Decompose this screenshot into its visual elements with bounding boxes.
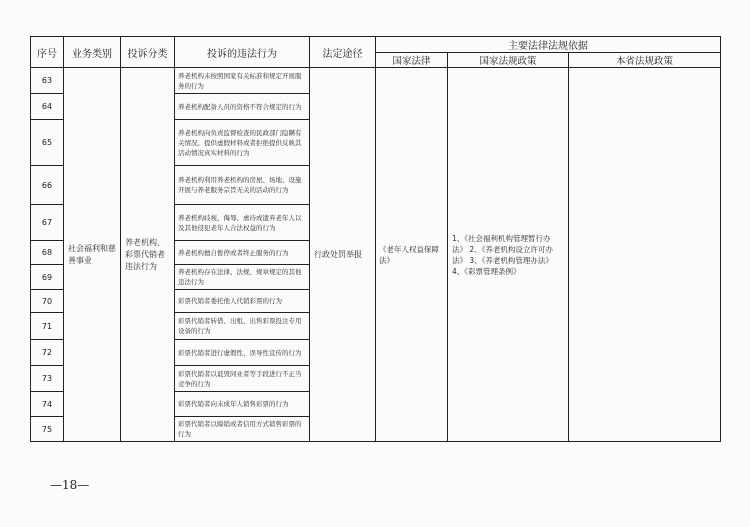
violation-cell: 养老机构存在法律、法规、规章规定的其他违法行为 <box>175 265 310 290</box>
row-number: 70 <box>31 290 64 313</box>
header-channel: 法定途径 <box>310 37 376 68</box>
row-number: 71 <box>31 313 64 340</box>
violation-cell: 彩票代销者以诋毁同业者等手段进行不正当竞争的行为 <box>175 366 310 392</box>
header-basis: 主要法律法规依据 <box>376 37 721 53</box>
row-number: 75 <box>31 417 64 442</box>
row-number: 68 <box>31 241 64 265</box>
violation-cell: 彩票代销者以赊销或者信用方式销售彩票的行为 <box>175 417 310 442</box>
business-type-cell: 社会福利和慈善事业 <box>64 68 121 442</box>
row-number: 69 <box>31 265 64 290</box>
violation-cell: 彩票代销者进行虚假性、误导性宣传的行为 <box>175 340 310 366</box>
row-number: 66 <box>31 166 64 205</box>
complaint-type-cell: 养老机构、彩票代销者违法行为 <box>121 68 175 442</box>
regulation-table <box>30 36 721 442</box>
violation-cell: 养老机构歧视、侮辱、虐待或遗弃老年人以及其他侵犯老年人合法权益的行为 <box>175 205 310 241</box>
violation-cell: 彩票代销者向未成年人销售彩票的行为 <box>175 392 310 417</box>
national-reg-cell: 1、《社会福利机构管理暂行办法》 2、《养老机构设立许可办法》 3、《养老机构管理办法》4、《彩票管理条例》 <box>448 68 569 442</box>
row-number: 74 <box>31 392 64 417</box>
violation-cell: 养老机构利用养老机构的房屋、场地、设施开展与养老服务宗旨无关的活动的行为 <box>175 166 310 205</box>
header-national-law: 国家法律 <box>376 53 448 68</box>
row-number: 63 <box>31 68 64 94</box>
provincial-reg-cell <box>569 68 721 442</box>
header-seq: 序号 <box>31 37 64 68</box>
row-number: 65 <box>31 120 64 166</box>
row-number: 64 <box>31 94 64 120</box>
violation-cell: 养老机构未按照国家有关标准和规定开展服务的行为 <box>175 68 310 94</box>
channel-cell: 行政处罚举报 <box>310 68 376 442</box>
row-number: 72 <box>31 340 64 366</box>
header-violation: 投诉的违法行为 <box>175 37 310 68</box>
row-number: 67 <box>31 205 64 241</box>
violation-cell: 养老机构配备人员的资格不符合规定的行为 <box>175 94 310 120</box>
header-provincial-reg: 本省法规政策 <box>569 53 721 68</box>
header-national-reg: 国家法规政策 <box>448 53 569 68</box>
page-number: —18— <box>50 478 90 492</box>
violation-cell: 养老机构擅自暂停或者终止服务的行为 <box>175 241 310 265</box>
violation-cell: 彩票代销者转借、出租、出售彩票投注专用设备的行为 <box>175 313 310 340</box>
violation-cell: 养老机构向负责监督检查的民政部门隐瞒有关情况、提供虚假材料或者拒绝提供反映其活动情况真实材料的行为 <box>175 120 310 166</box>
header-business-type: 业务类别 <box>64 37 121 68</box>
national-law-cell: 《老年人权益保障法》 <box>376 68 448 442</box>
row-number: 73 <box>31 366 64 392</box>
header-complaint-type: 投诉分类 <box>121 37 175 68</box>
violation-cell: 彩票代销者委托他人代销彩票的行为 <box>175 290 310 313</box>
